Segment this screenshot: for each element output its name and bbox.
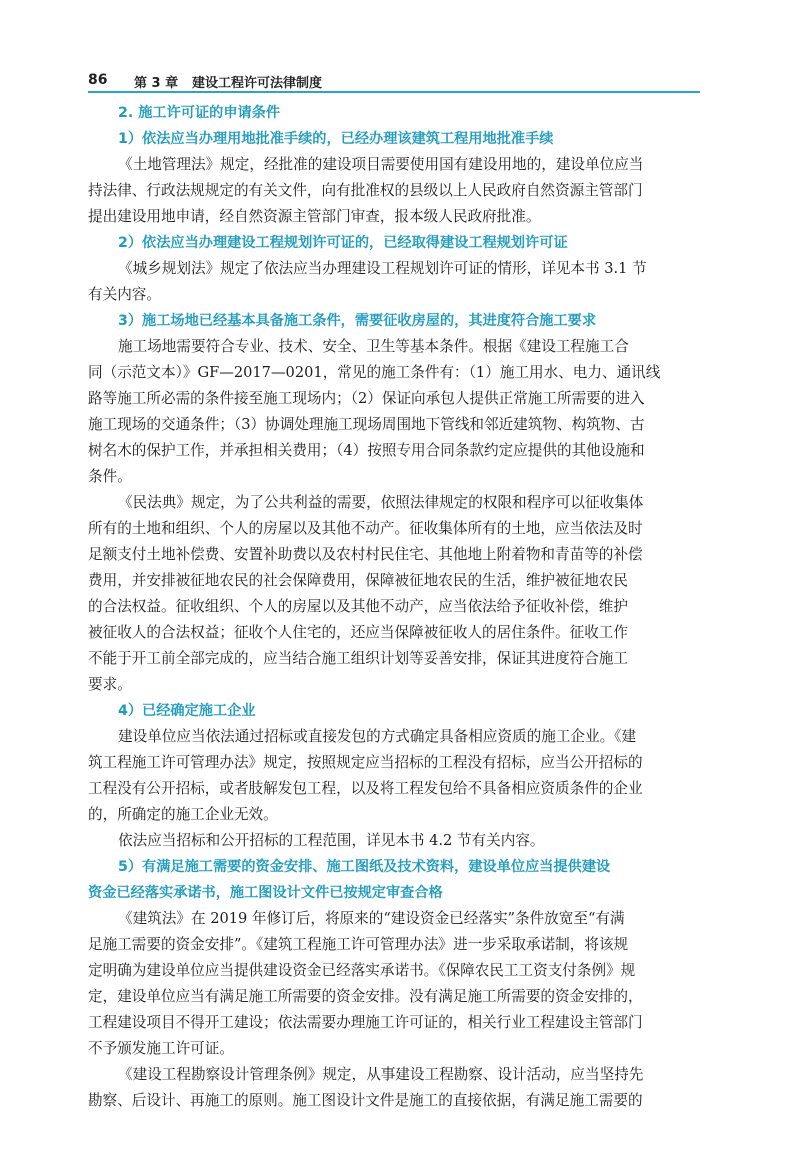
paragraph-line: 定，建设单位应当有满足施工所需要的资金安排。没有满足施工所需要的资金安排的， xyxy=(88,988,643,1005)
paragraph-line: 足施工需要的资金安排”。《建筑工程施工许可管理办法》进一步采取承诺制，将该规 xyxy=(88,936,629,953)
section-heading: 2. 施工许可证的申请条件 xyxy=(118,105,281,121)
paragraph-line: 《民法典》规定，为了公共利益的需要，依照法律规定的权限和程序可以征收集体 xyxy=(118,494,644,511)
subsection-heading-4: 4）已经确定施工企业 xyxy=(118,703,256,719)
page-number: 86 xyxy=(88,72,108,88)
chapter-title: 建设工程许可法律制度 xyxy=(192,76,323,91)
subsection-heading-2: 2）依法应当办理建设工程规划许可证的，已经取得建设工程规划许可证 xyxy=(118,235,568,251)
subsection-heading-1: 1）依法应当办理用地批准手续的，已经办理该建筑工程用地批准手续 xyxy=(118,131,554,147)
paragraph-line: 路等施工所必需的条件接至施工现场内；（2）保证向承包人提供正常施工所需要的进入 xyxy=(88,390,645,407)
paragraph-line: 《建筑法》在 2019 年修订后，将原来的“建设资金已经落实”条件放宽至“有满 xyxy=(118,910,625,927)
paragraph-line: 费用，并安排被征地农民的社会保障费用，保障被征地农民的生活，维护被征地农民 xyxy=(88,572,628,589)
paragraph-line: 《城乡规划法》规定了依法应当办理建设工程规划许可证的情形，详见本书 3.1 节 xyxy=(118,260,647,277)
paragraph-line: 建设单位应当依法通过招标或直接发包的方式确定具备相应资质的施工企业。《建 xyxy=(118,728,637,745)
chapter-number: 第 3 章 xyxy=(134,76,179,91)
paragraph-line: 工程建设项目不得开工建设；依法需要办理施工许可证的，相关行业工程建设主管部门 xyxy=(88,1014,643,1031)
header-rule xyxy=(88,91,700,93)
paragraph-line: 被征收人的合法权益；征收个人住宅的，还应当保障被征收人的居住条件。征收工作 xyxy=(88,624,628,641)
paragraph-line: 同（示范文本）》GF—2017—0201，常见的施工条件有：（1）施工用水、电力、通讯线 xyxy=(88,364,661,381)
paragraph-line: 依法应当招标和公开招标的工程范围，详见本书 4.2 节有关内容。 xyxy=(118,832,545,849)
paragraph-line: 的，所确定的施工企业无效。 xyxy=(88,806,278,823)
paragraph-line: 条件。 xyxy=(88,468,132,485)
paragraph-line: 的合法权益。征收组织、个人的房屋以及其他不动产，应当依法给予征收补偿，维护 xyxy=(88,598,628,615)
paragraph-line: 所有的土地和组织、个人的房屋以及其他不动产。征收集体所有的土地，应当依法及时 xyxy=(88,520,643,537)
paragraph-line: 要求。 xyxy=(88,676,132,693)
paragraph-line: 足额支付土地补偿费、安置补助费以及农村村民住宅、其他地上附着物和青苗等的补偿 xyxy=(88,546,643,563)
subsection-heading-3: 3）施工场地已经基本具备施工条件，需要征收房屋的，其进度符合施工要求 xyxy=(118,313,597,329)
paragraph-line: 筑工程施工许可管理办法》规定，按照规定应当招标的工程没有招标，应当公开招标的 xyxy=(88,754,643,771)
subsection-heading-5-cont: 资金已经落实承诺书，施工图设计文件已按规定审查合格 xyxy=(88,885,443,901)
paragraph-line: 提出建设用地申请，经自然资源主管部门审查，报本级人民政府批准。 xyxy=(88,208,541,225)
paragraph-line: 工程没有公开招标，或者肢解发包工程，以及将工程发包给不具备相应资质条件的企业 xyxy=(88,780,643,797)
paragraph-line: 《建设工程勘察设计管理条例》规定，从事建设工程勘察、设计活动，应当坚持先 xyxy=(118,1066,644,1083)
paragraph-line: 不予颁发施工许可证。 xyxy=(88,1040,234,1057)
paragraph-line: 勘察、后设计、再施工的原则。施工图设计文件是施工的直接依据，有满足施工需要的 xyxy=(88,1092,643,1109)
paragraph-line: 施工场地需要符合专业、技术、安全、卫生等基本条件。根据《建设工程施工合 xyxy=(118,338,629,355)
paragraph-line: 不能于开工前全部完成的，应当结合施工组织计划等妥善安排，保证其进度符合施工 xyxy=(88,650,628,667)
subsection-heading-5: 5）有满足施工需要的资金安排、施工图纸及技术资料，建设单位应当提供建设 xyxy=(118,859,611,875)
paragraph-line: 定明确为建设单位应当提供建设资金已经落实承诺书。《保障农民工工资支付条例》规 xyxy=(88,962,636,979)
paragraph-line: 《土地管理法》规定，经批准的建设项目需要使用国有建设用地的，建设单位应当 xyxy=(118,156,644,173)
paragraph-line: 施工现场的交通条件；（3）协调处理施工现场周围地下管线和邻近建筑物、构筑物、古 xyxy=(88,416,645,433)
paragraph-line: 有关内容。 xyxy=(88,286,161,303)
paragraph-line: 持法律、行政法规规定的有关文件，向有批准权的县级以上人民政府自然资源主管部门 xyxy=(88,182,643,199)
page-body xyxy=(88,100,700,1114)
paragraph-line: 树名木的保护工作，并承担相关费用；（4）按照专用合同条款约定应提供的其他设施和 xyxy=(88,442,645,459)
